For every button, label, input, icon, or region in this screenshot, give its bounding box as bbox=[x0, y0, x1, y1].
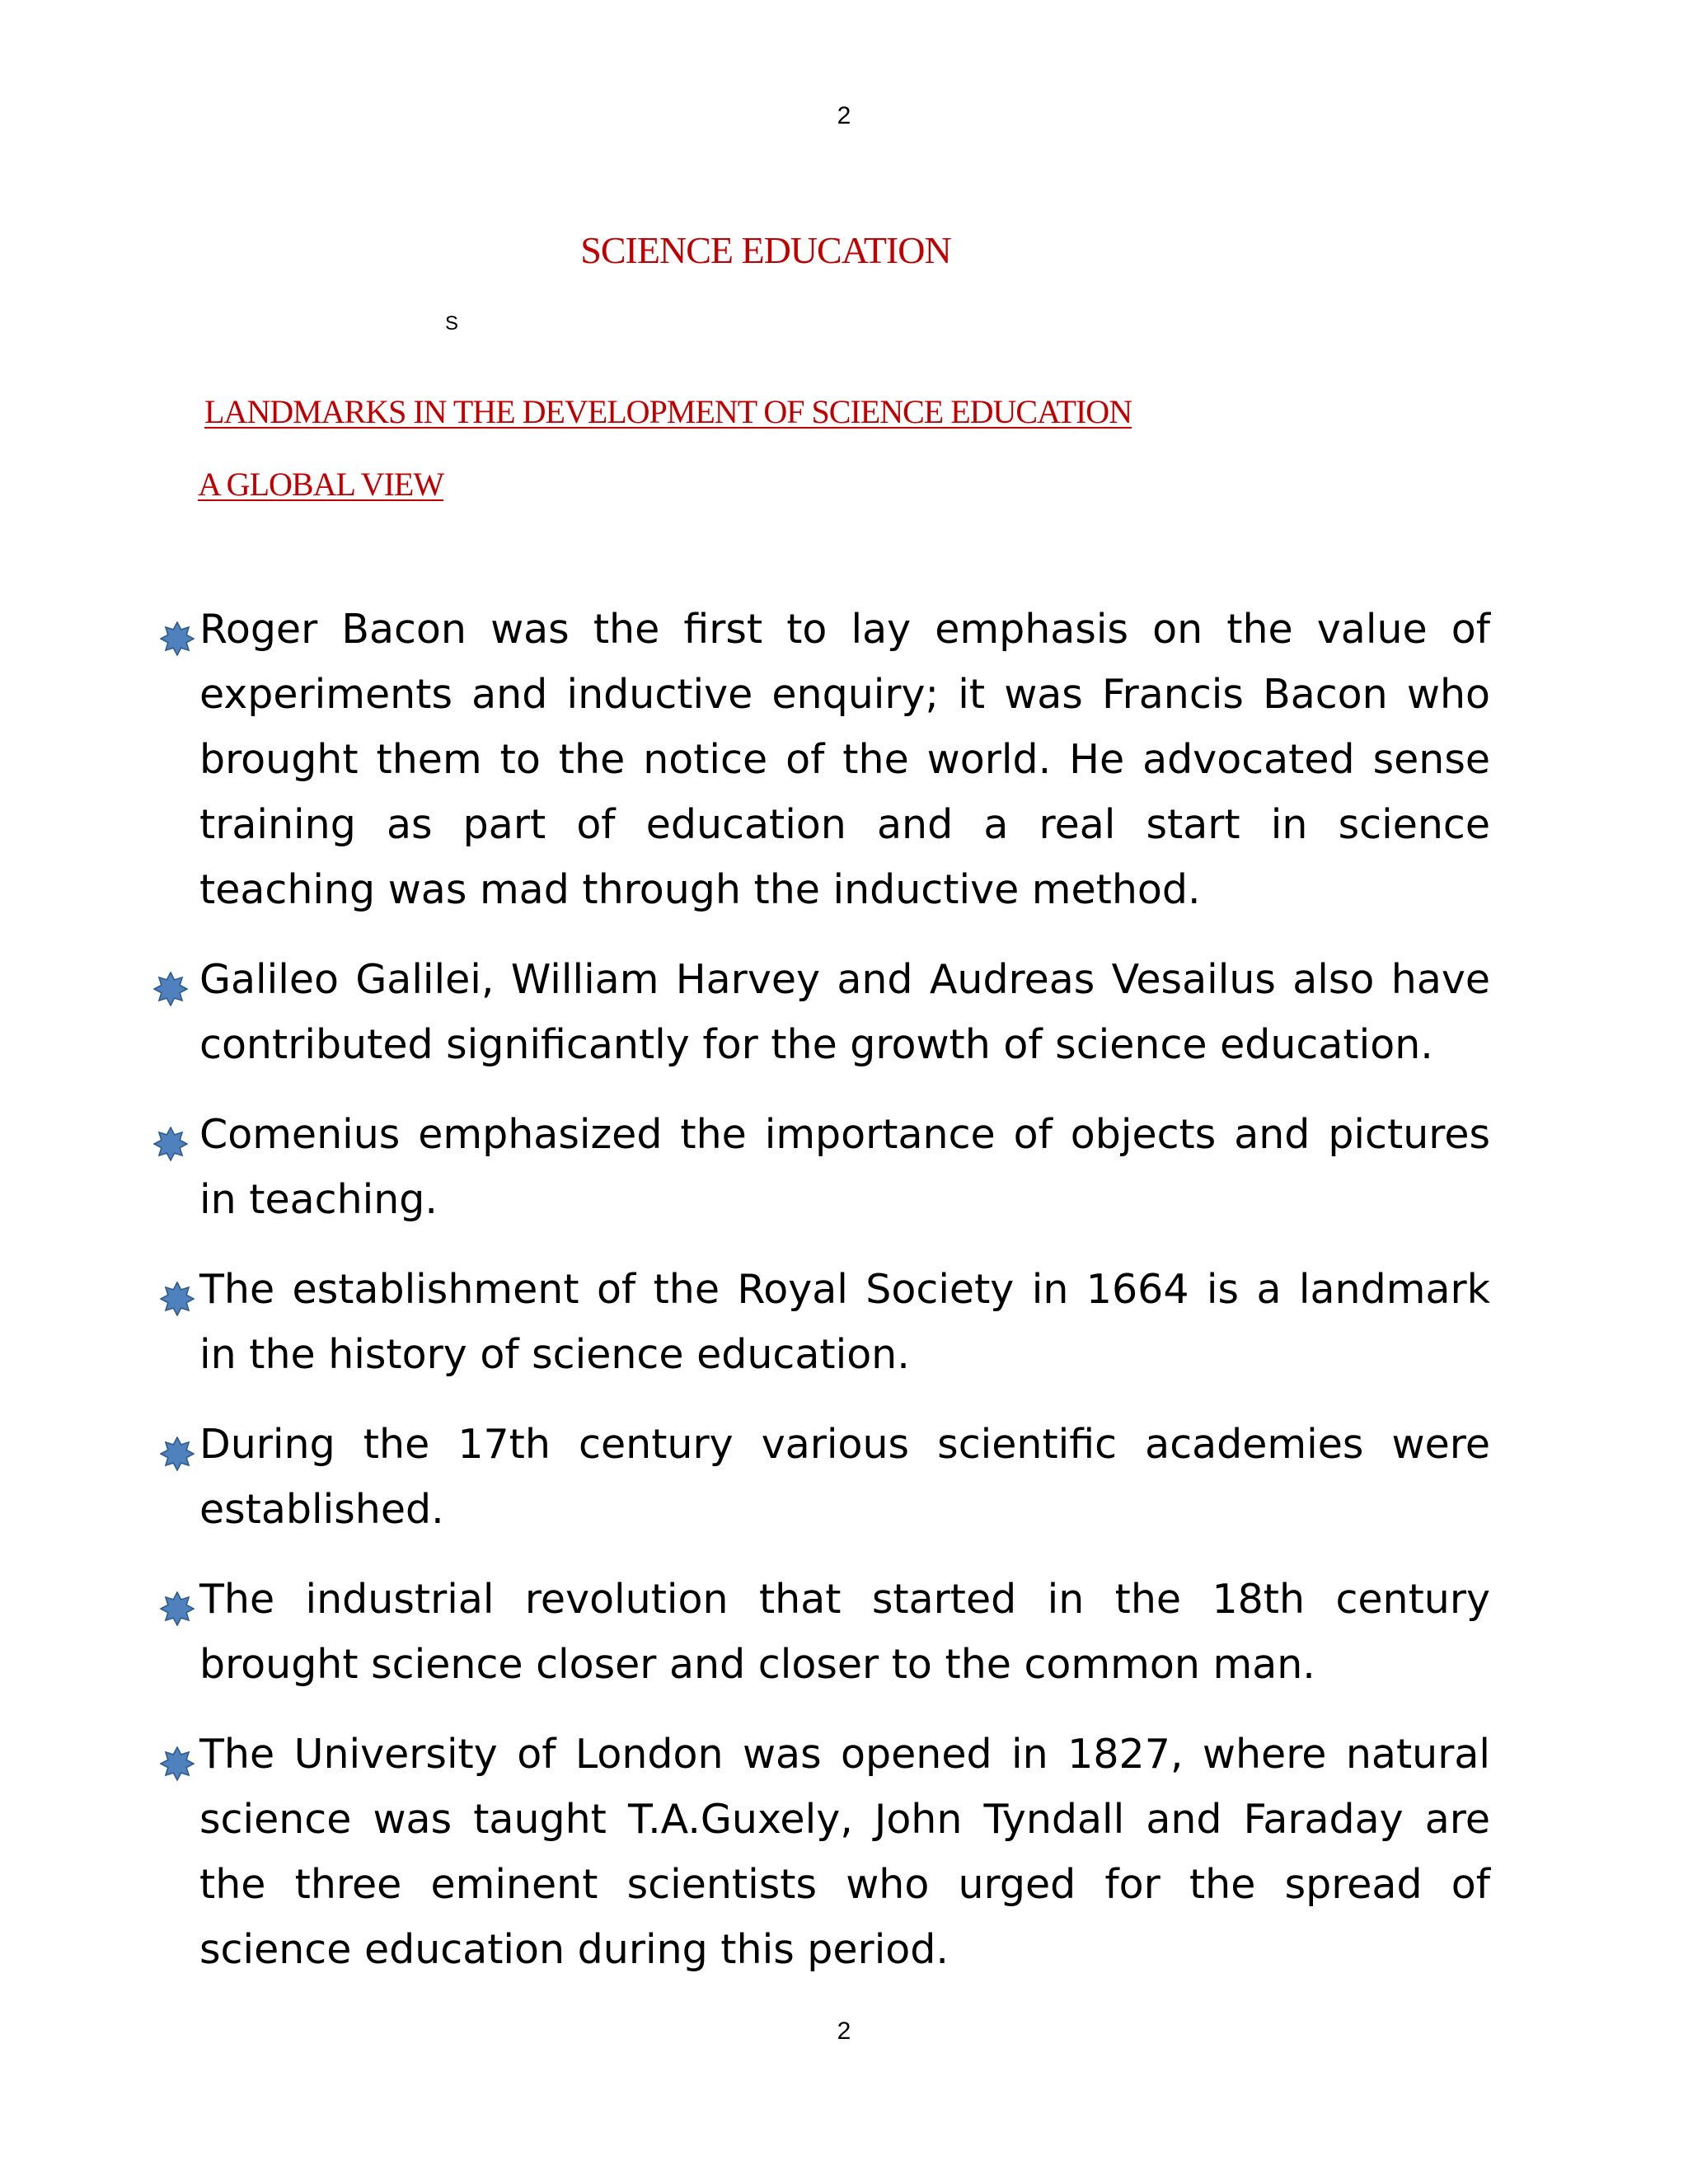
list-item bbox=[152, 1567, 1490, 1697]
list-item-text: Roger Bacon was the first to lay emphasis on the value of experiments and inductive enquiry; it was Francis Bacon who brought them to the notice of the world. He advocated sense training as part of education and a real start in science teaching was mad through the inductive method. bbox=[199, 606, 1490, 913]
list-item-text: The University of London was opened in 1827, where natural science was taught T.A.Guxely, John Tyndall and Faraday are the three eminent scientists who urged for the spread of science education during this period. bbox=[199, 1731, 1490, 1973]
page-title: SCIENCE EDUCATION bbox=[580, 229, 951, 271]
list-item-text: Comenius emphasized the importance of objects and pictures in teaching. bbox=[199, 1111, 1490, 1223]
list-item-text: The industrial revolution that started in the 18th century brought science closer and closer to the common man. bbox=[199, 1576, 1490, 1688]
star-bullet-icon bbox=[160, 1270, 195, 1305]
star-bullet-icon bbox=[160, 1425, 195, 1460]
list-item bbox=[152, 1257, 1490, 1387]
list-item bbox=[152, 597, 1490, 922]
star-bullet-icon bbox=[160, 1735, 195, 1769]
list-item bbox=[152, 947, 1490, 1077]
page-number-bottom: 2 bbox=[837, 2018, 851, 2045]
page-number-top: 2 bbox=[837, 102, 851, 129]
star-bullet-icon bbox=[160, 1580, 195, 1615]
stray-letter: S bbox=[445, 312, 459, 335]
list-item bbox=[152, 1102, 1490, 1232]
star-bullet-icon bbox=[160, 610, 195, 644]
list-item-text: The establishment of the Royal Society in 1664 is a landmark in the history of science education. bbox=[199, 1266, 1490, 1378]
list-item-text: Galileo Galilei, William Harvey and Audreas Vesailus also have contributed significantly for the growth of science education. bbox=[199, 956, 1490, 1068]
list-item bbox=[152, 1722, 1490, 1982]
list-item bbox=[152, 1412, 1490, 1542]
list-item-text: During the 17th century various scientific academies were established. bbox=[199, 1421, 1490, 1533]
section-heading-global-view: A GLOBAL VIEW bbox=[198, 466, 444, 503]
landmarks-bullet-list bbox=[152, 597, 1490, 2007]
star-bullet-icon bbox=[153, 960, 188, 995]
star-bullet-icon bbox=[153, 1115, 188, 1150]
section-heading-landmarks: LANDMARKS IN THE DEVELOPMENT OF SCIENCE EDUCATION bbox=[204, 393, 1132, 430]
